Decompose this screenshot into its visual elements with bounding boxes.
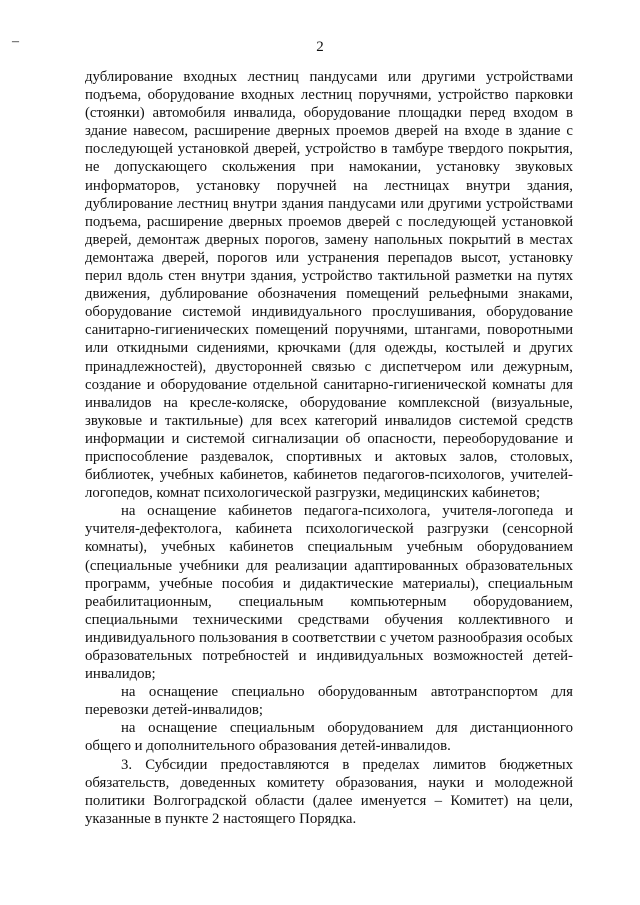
paragraph-subsidy-limits: 3. Субсидии предоставляются в пределах лимитов бюджетных обязательств, доведенных комитету образования, науки и молодежной политики Волгоградской области (далее именуется – Комитет) на цели, указанные в пункте 2 настоящего Порядка. [85, 756, 573, 827]
paragraph-accessibility-works: дублирование входных лестниц пандусами или другими устройствами подъема, оборудование входных лестниц поручнями, устройство парковки (стоянки) автомобиля инвалида, оборудование площадки перед входом в здание навесом, расширение дверных проемов дверей на входе в здание с последующей установкой дверей, устройство в тамбуре твердого покрытия, не допускающего скольжения при намокании, установку звуковых информаторов, установку поручней на лестницах внутри здания, дублирование лестниц внутри здания пандусами или другими устройствами подъема, расширение дверных проемов дверей с последующей установкой дверей, демонтаж дверных порогов, замену напольных покрытий в местах демонтажа дверей, порогов или устранения перепадов высот, установку перил вдоль стен внутри здания, устройство тактильной разметки на путях движения, дублирование обозначения помещений рельефными знаками, оборудование системой индивидуального прослушивания, оборудование санитарно-гигиенических помещений поручнями, штангами, поворотными или откидными сидениями, крючками (для одежды, костылей и других принадлежностей), двусторонней связью с диспетчером или дежурным, создание и оборудование отдельной санитарно-гигиенической комнаты для инвалидов на кресле-коляске, оборудование комплексной (визуальные, звуковые и тактильные) для всех категорий инвалидов системой средств информации и системой сигнализации об опасности, переоборудование и приспособление раздевалок, спортивных и актовых залов, столовых, библиотек, учебных кабинетов, кабинетов педагогов-психологов, учителей-логопедов, комнат психологической разгрузки, медицинских кабинетов; [85, 69, 573, 502]
paragraph-transport: на оснащение специально оборудованным автотранспортом для перевозки детей-инвалидов; [85, 684, 573, 719]
body-text [85, 68, 573, 828]
margin-mark: – [12, 34, 19, 49]
paragraph-cabinet-equipment: на оснащение кабинетов педагога-психолога, учителя-логопеда и учителя-дефектолога, кабинета психологической разгрузки (сенсорной комнаты), учебных кабинетов специальным учебным оборудованием (специальные учебники для реализации адаптированных образовательных программ, учебные пособия и дидактические материалы), специальным реабилитационным, специальным компьютерным оборудованием, специальными техническими средствами обучения коллективного и индивидуального пользования в соответствии с учетом разнообразия особых образовательных потребностей и индивидуальных возможностей детей-инвалидов; [85, 503, 573, 683]
paragraph-distance-learning: на оснащение специальным оборудованием для дистанционного общего и дополнительного образования детей-инвалидов. [85, 720, 573, 755]
page-number: 2 [316, 39, 324, 55]
